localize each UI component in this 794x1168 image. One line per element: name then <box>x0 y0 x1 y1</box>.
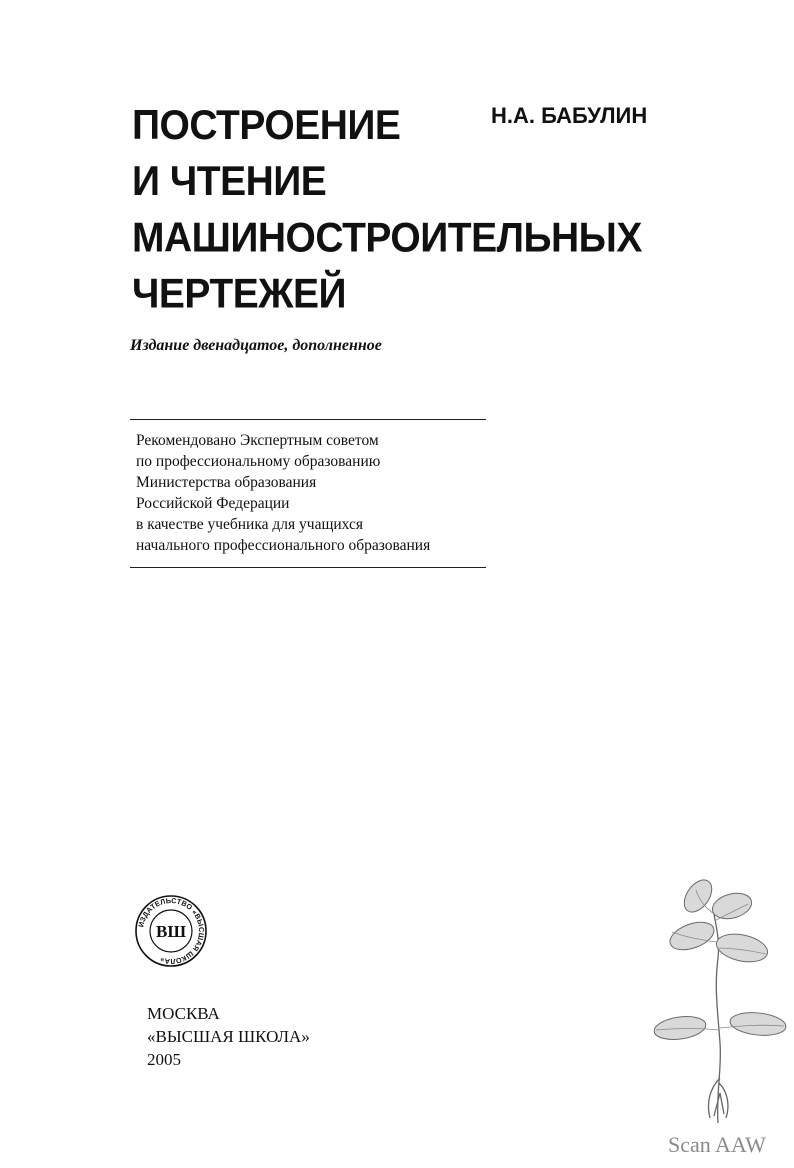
approval-line-5: в качестве учебника для учащихся <box>136 516 363 533</box>
approval-line-1: Рекомендовано Экспертным советом <box>136 432 379 449</box>
approval-bottom-rule <box>130 567 486 568</box>
approval-line-4: Российской Федерации <box>136 495 290 512</box>
seal-monogram: ВШ <box>155 922 187 941</box>
title-line-2: И ЧТЕНИЕ <box>132 158 327 205</box>
title-line-4: ЧЕРТЕЖЕЙ <box>132 270 347 318</box>
book-title <box>132 98 642 323</box>
approval-line-3: Министерства образования <box>136 474 317 491</box>
approval-statement <box>136 430 430 556</box>
imprint <box>147 1002 310 1071</box>
edition-note: Издание двенадцатое, дополненное <box>130 337 382 354</box>
imprint-publisher: «ВЫСШАЯ ШКОЛА» <box>147 1027 310 1046</box>
approval-top-rule <box>130 419 486 420</box>
publisher-seal-icon <box>133 893 209 969</box>
imprint-city: МОСКВА <box>147 1004 220 1023</box>
seal-ring-text: ИЗДАТЕЛЬСТВО «ВЫСШАЯ ШКОЛА» <box>136 895 207 967</box>
approval-line-6: начального профессионального образования <box>136 537 431 554</box>
title-line-1: ПОСТРОЕНИЕ <box>132 102 401 149</box>
imprint-year: 2005 <box>147 1050 181 1069</box>
scan-credit: Scan AAW <box>668 1132 766 1157</box>
author-name: Н.А. БАБУЛИН <box>491 103 648 128</box>
plant-sprout-icon <box>640 878 794 1128</box>
approval-line-2: по профессиональному образованию <box>136 453 381 470</box>
title-line-3: МАШИНОСТРОИТЕЛЬНЫХ <box>132 214 642 262</box>
